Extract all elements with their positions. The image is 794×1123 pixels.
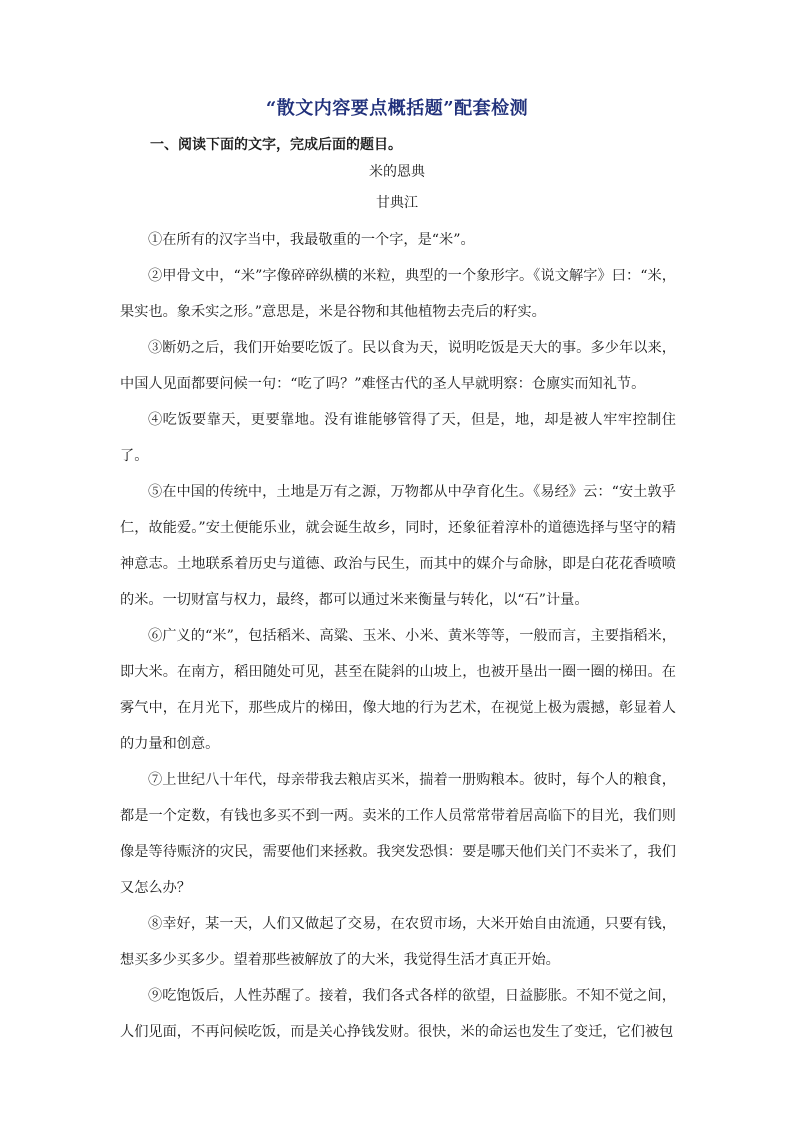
essay-author: 甘典江	[376, 195, 418, 211]
section-heading: 一、阅读下面的文字，完成后面的题目。	[150, 137, 402, 153]
paragraph-5: ⑤在中国的传统中，土地是万有之源，万物都从中孕育化生。《易经》云：“安土敦乎仁，故能爱。”安土便能乐业，就会诞生故乡，同时，还象征着淳朴的道德选择与坚守的精神意志。土地联系着历史与道德、政治与民生，而其中的媒介与命脉，即是白花花香喷喷的米。一切财富与权力，最终，都可以通过米来衡量与转化，以“石”计量。	[120, 484, 676, 608]
essay-title: 米的恩典	[369, 164, 425, 180]
paragraph-1: ①在所有的汉字当中，我最敬重的一个字，是“米”。	[148, 232, 475, 248]
paragraph-6: ⑥广义的“米”，包括稻米、高粱、玉米、小米、黄米等等，一般而言，主要指稻米，即大米。在南方，稻田随处可见，甚至在陡斜的山坡上，也被开垦出一圈一圈的梯田。在雾气中，在月光下，那些成片的梯田，像大地的行为艺术，在视觉上极为震撼，彰显着人的力量和创意。	[120, 628, 676, 752]
document-title: “散文内容要点概括题”配套检测	[265, 98, 529, 119]
paragraph-7: ⑦上世纪八十年代，母亲带我去粮店买米，揣着一册购粮本。彼时，每个人的粮食，都是一个定数，有钱也多买不到一两。卖米的工作人员常常带着居高临下的目光，我们则像是等待赈济的灾民，需要他们来拯救。我突发恐惧：要是哪天他们关门不卖米了，我们又怎么办？	[120, 772, 676, 896]
paragraph-3: ③断奶之后，我们开始要吃饭了。民以食为天，说明吃饭是天大的事。多少年以来，中国人见面都要问候一句：“吃了吗？”难怪古代的圣人早就明察：仓廪实而知礼节。	[120, 340, 676, 392]
paragraph-8: ⑧幸好，某一天，人们又做起了交易，在农贸市场，大米开始自由流通，只要有钱，想买多少买多少。望着那些被解放了的大米，我觉得生活才真正开始。	[120, 916, 676, 968]
paragraph-2: ②甲骨文中，“米”字像碎碎纵横的米粒，典型的一个象形字。《说文解字》曰：“米，果实也。象禾实之形。”意思是，米是谷物和其他植物去壳后的籽实。	[120, 268, 676, 320]
paragraph-9: ⑨吃饱饭后，人性苏醒了。接着，我们各式各样的欲望，日益膨胀。不知不觉之间，人们见面，不再问候吃饭，而是关心挣钱发财。很快，米的命运也发生了变迁，它们被包	[120, 988, 676, 1040]
essay-body	[120, 222, 676, 1050]
paragraph-4: ④吃饭要靠天，更要靠地。没有谁能够管得了天，但是，地，却是被人牢牢控制住了。	[120, 412, 676, 464]
